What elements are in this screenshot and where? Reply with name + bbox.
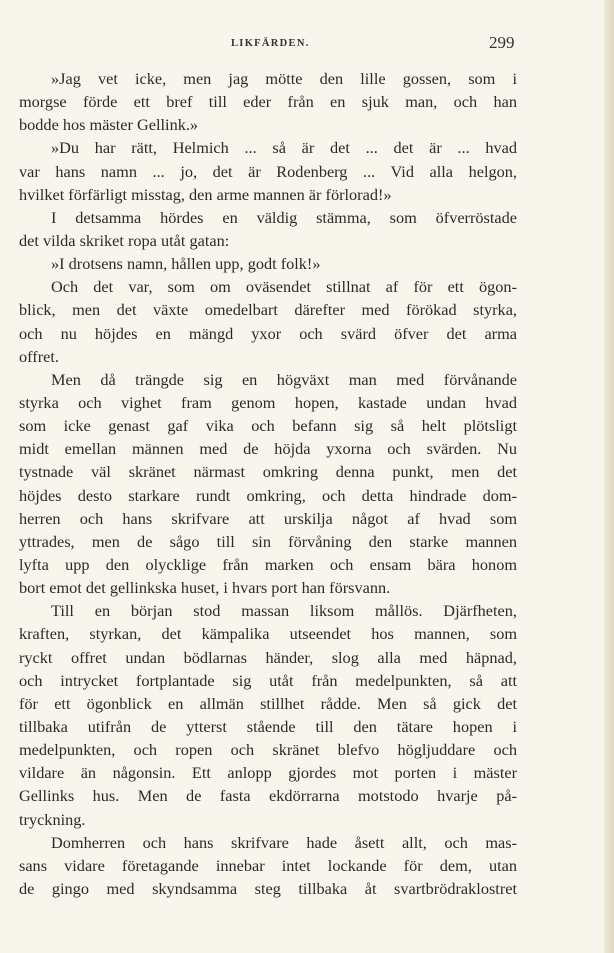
- text-line: och nu höjdes en mängd yxor och svärd öfver det arma: [19, 323, 517, 343]
- text-line: offret.: [19, 346, 59, 366]
- text-line: I detsamma hördes en väldig stämma, som öfverröstade: [51, 207, 517, 227]
- page-number: 299: [489, 33, 515, 52]
- text-line: kraften, styrkan, det kämpalika utseendet hos mannen, som: [19, 624, 517, 644]
- text-line: bort emot det gellinkska huset, i hvars port han försvann.: [19, 578, 391, 598]
- text-line: Domherren och hans skrifvare hade åsett allt, och mas-: [51, 832, 517, 852]
- text-line: styrka och vighet fram genom hopen, kastade undan hvad: [19, 392, 517, 412]
- text-line: det vilda skriket ropa utåt gatan:: [19, 230, 230, 250]
- text-line: Till en början stod massan liksom mållös. Djärfheten,: [51, 601, 517, 621]
- text-line: de gingo med skyndsamma steg tillbaka åt svartbrödraklostret: [19, 878, 517, 898]
- running-title: LIKFÄRDEN.: [231, 38, 310, 49]
- text-line: Och det var, som om oväsendet stillnat af för ett ögon-: [51, 277, 517, 297]
- text-line: yttrades, men de sågo till sin förvåning den starke mannen: [19, 531, 517, 551]
- text-line: höjdes desto starkare rundt omkring, och detta hindrade dom-: [19, 485, 517, 505]
- text-line: sans vidare företagande innebar intet lockande för dem, utan: [19, 855, 517, 875]
- text-line: »I drotsens namn, hållen upp, godt folk!»: [51, 254, 321, 274]
- text-line: hvilket förfärligt misstag, den arme mannen är förlorad!»: [19, 184, 392, 204]
- text-line: för ett ögonblick en allmän stillhet rådde. Men så gick det: [19, 693, 517, 713]
- text-line: tryckning.: [19, 809, 86, 829]
- page-edge: [604, 0, 614, 953]
- text-line: var hans namn ... jo, det är Rodenberg ... Vid alla helgon,: [19, 161, 517, 181]
- text-line: medelpunkten, och ropen och skränet blefvo högljuddare och: [19, 740, 517, 760]
- text-line: »Jag vet icke, men jag mötte den lille gossen, som i: [51, 69, 517, 88]
- text-line: blick, men det växte omedelbart därefter med förökad styrka,: [19, 300, 517, 320]
- text-line: Gellinks hus. Men de fasta ekdörrarna motstodo hvarje på-: [19, 786, 517, 806]
- text-line: »Du har rätt, Helmich ... så är det ... det är ... hvad: [51, 138, 517, 158]
- text-line: Men då trängde sig en högväxt man med förvånande: [51, 369, 517, 389]
- text-line: tystnade väl skränet närmast omkring denna punkt, men det: [19, 462, 517, 482]
- text-line: bodde hos mäster Gellink.»: [19, 115, 199, 135]
- text-line: ryckt offret undan bödlarnas händer, slog alla med häpnad,: [19, 647, 517, 667]
- body-text: [19, 67, 517, 900]
- text-line: lyfta upp den olycklige från marken och ensam bära honom: [19, 554, 517, 574]
- text-line: tillbaka utifrån de ytterst stående till den tätare hopen i: [19, 716, 517, 736]
- text-line: morgse förde ett bref till eder från en sjuk man, och han: [19, 92, 517, 112]
- text-line: och intrycket fortplantade sig utåt från medelpunkten, så att: [19, 670, 517, 690]
- text-line: herren och hans skrifvare att urskilja något af hvad som: [19, 508, 517, 528]
- text-line: midt emellan männen med de höjda yxorna och svärden. Nu: [19, 439, 517, 459]
- text-line: vildare än någonsin. Ett anlopp gjordes mot porten i mäster: [19, 763, 517, 783]
- text-line: som icke genast gaf vika och befann sig så helt plötsligt: [19, 416, 517, 436]
